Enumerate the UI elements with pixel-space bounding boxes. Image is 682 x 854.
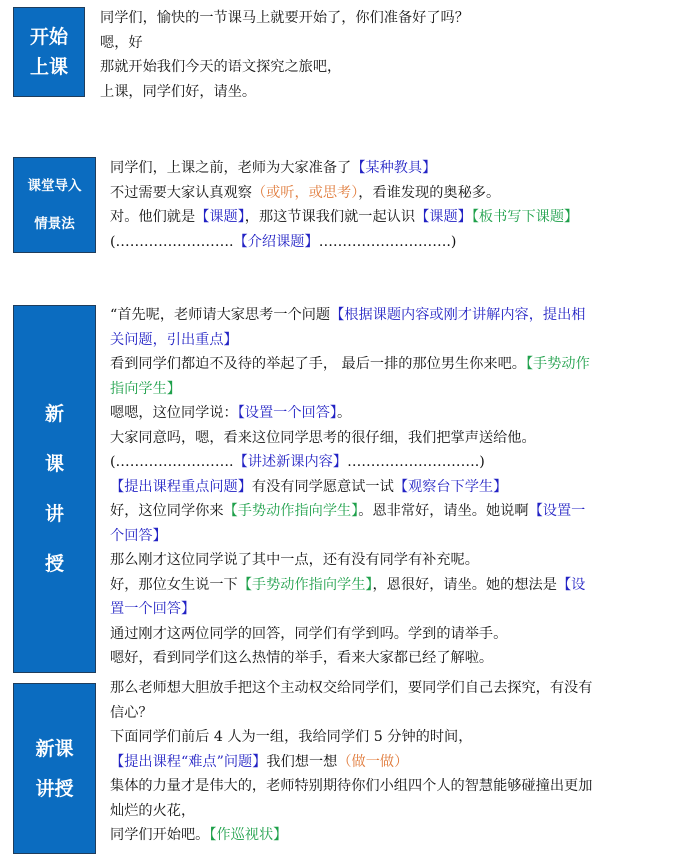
text-line [110,597,590,622]
text-line [110,352,590,377]
text-segment: ，那这节课我们就一起认识 [244,209,416,225]
text-segment: “首先呢，老师请大家思考一个问题 [110,307,331,323]
text-line [110,377,590,402]
text-segment: 置一个回答】 [110,601,196,617]
text-segment: 嗯嗯，这位同学说： [110,405,238,421]
text-segment: 【手势动作指向学生】 [237,576,373,593]
text-line [110,156,578,181]
text-segment: 【作巡视状】 [209,827,288,843]
text-segment: 【根据课题内容或刚才讲解内容，提出相 [330,307,586,323]
text-segment: 嗯好，看到同学们这么热情的举手，看来大家都已经了解啦。 [110,650,494,666]
label-line: 讲 [44,503,64,525]
label-line: 上课 [29,56,68,78]
text-segment: 【手势动作指向学生】 [223,503,359,519]
text-line [110,646,590,671]
text-segment: 不过需要大家认真观察 [110,184,252,201]
text-line [100,31,469,56]
text-line [110,181,578,206]
section-label-new-lesson [13,305,96,673]
text-segment: 嗯，好 [100,34,143,51]
text-segment: ……………………….) [347,454,485,470]
section-text-lesson-intro [110,156,578,254]
text-line [110,573,590,598]
label-line: 开始 [29,26,68,48]
text-line [110,725,592,750]
text-segment: 。恩非常好，请坐。她说啊 [358,503,529,519]
label-line: 新课 [35,737,74,760]
text-segment: 【课题】 [415,209,472,225]
text-line [110,750,592,775]
text-segment: ，恩很好，请坐。她的想法是 [372,576,557,593]
text-segment: 【提出课程重点问题】 [110,478,252,495]
text-line [110,622,590,647]
section-label-new-lesson-2 [13,683,96,854]
text-segment: 指向学生】 [110,380,181,397]
label-line: 新 [44,403,64,425]
label-line: 情景法 [34,216,75,232]
text-segment: 那就开始我们今天的语文探究之旅吧， [100,59,342,75]
text-segment: 【提出课程“难点”问题】 [110,753,267,770]
text-segment: 信心？ [110,704,153,721]
text-segment: 好，那位女生说一下 [110,576,238,593]
text-segment: 通过刚才这两位同学的回答，同学们有学到吗。学到的请举手。 [110,625,508,642]
text-segment: 【设置一个回答】 [237,405,338,421]
text-line [110,426,590,451]
text-segment: （或听，或思考） [251,184,359,201]
text-line [110,499,590,524]
section-text-start-class [100,6,469,104]
text-segment: 【某种教具】 [351,160,437,176]
text-segment: 集体的力量才是伟大的，老师特别期待你们小组四个人的智慧能够碰撞出更加 [110,778,593,794]
text-line [110,401,590,426]
label-line: 课 [44,453,64,475]
text-line [110,799,592,824]
text-line [110,303,590,328]
text-segment: 上课，同学们好，请坐。 [100,83,257,100]
text-line [110,774,592,799]
text-segment: 同学们开始吧。 [110,827,210,843]
text-line [110,205,578,230]
text-line [110,524,590,549]
text-segment: (……………………. [110,454,234,470]
text-segment: ，看谁发现的奥秘多。 [358,184,501,201]
text-segment: （做一做） [337,753,409,770]
text-line [110,230,578,255]
text-line [100,80,469,105]
text-segment: (……………………. [110,233,234,250]
text-segment: 我们想一想 [266,753,338,770]
text-segment: 。 [337,405,352,421]
text-segment: 同学们，愉快的一节课马上就要开始了，你们准备好了吗？ [100,10,469,26]
text-segment: 【设置一 [528,503,586,519]
text-segment: 个回答】 [110,527,167,544]
text-line [110,475,590,500]
label-line: 课堂导入 [27,178,82,194]
text-segment: 关问题，引出重点】 [110,331,238,348]
label-line: 讲授 [35,777,74,800]
text-segment: 有没有同学愿意试一试 [251,478,394,495]
text-line [100,55,469,80]
text-line [110,701,592,726]
text-line [100,6,469,31]
label-line: 授 [44,553,64,575]
text-segment: 【板书写下课题】 [471,209,579,225]
text-segment: 【手势动作 [525,356,590,372]
text-segment: 灿烂的火花， [110,802,196,819]
text-line [110,548,590,573]
text-segment: ……………………….) [318,233,457,250]
text-segment: 【设 [556,576,586,593]
text-line [110,823,592,848]
section-text-new-lesson-2 [110,676,592,848]
text-line [110,676,592,701]
text-segment: 那么刚才这位同学说了其中一点，还有没有同学有补充呢。 [110,552,479,568]
text-segment: 那么老师想大胆放手把这个主动权交给同学们，要同学们自己去探究，有没有 [110,680,593,696]
text-segment: 【介绍课题】 [233,233,319,250]
section-text-new-lesson [110,303,590,671]
text-segment: 【讲述新课内容】 [233,454,348,470]
text-line [110,450,590,475]
text-segment: 大家同意吗，嗯，看来这位同学思考的很仔细，我们把掌声送给他。 [110,429,536,446]
text-segment: 下面同学们前后 4 人为一组，我给同学们 5 分钟的时间， [110,729,473,745]
section-label-start-class [13,7,85,97]
text-segment: 对。他们就是 [110,209,196,225]
text-segment: 好，这位同学你来 [110,503,224,519]
text-line [110,328,590,353]
text-segment: 【课题】 [195,209,245,225]
text-segment: 同学们，上课之前，老师为大家准备了 [110,160,352,176]
section-label-lesson-intro [13,157,96,253]
text-segment: 看到同学们都迫不及待的举起了手， 最后一排的那位男生你来吧。 [110,356,526,372]
text-segment: 【观察台下学生】 [393,478,508,495]
